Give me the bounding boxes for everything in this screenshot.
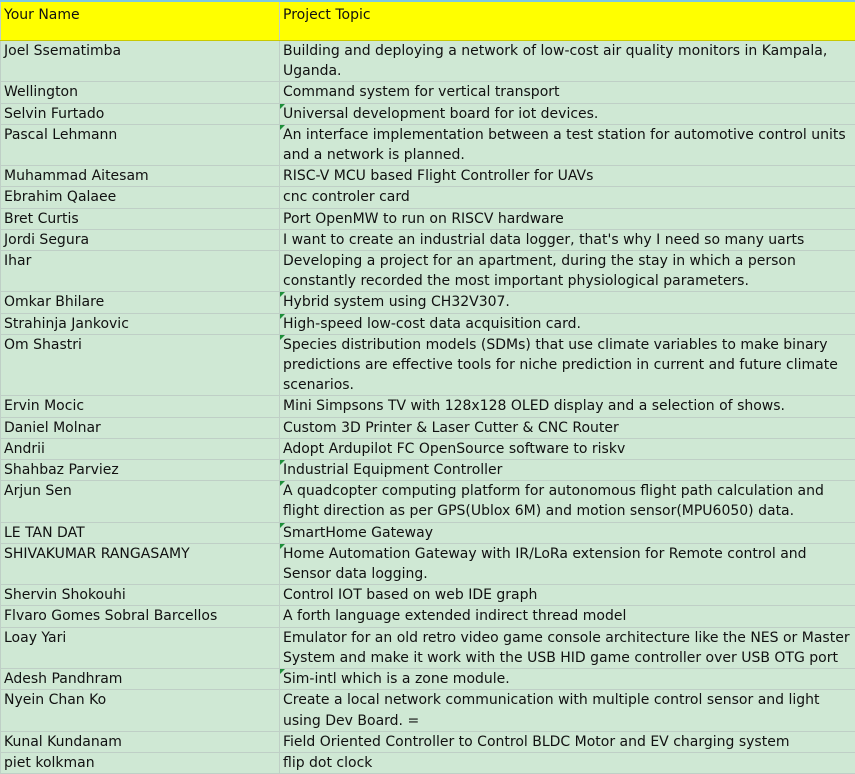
table-row (1, 460, 855, 481)
table-row (1, 208, 855, 229)
name-cell[interactable]: Arjun Sen (1, 481, 280, 522)
name-cell[interactable]: Ervin Mocic (1, 396, 280, 417)
name-cell[interactable]: Shervin Shokouhi (1, 585, 280, 606)
topic-cell[interactable]: SmartHome Gateway (280, 522, 855, 543)
name-cell[interactable]: LE TAN DAT (1, 522, 280, 543)
name-cell[interactable]: Daniel Molnar (1, 417, 280, 438)
topic-cell[interactable]: Industrial Equipment Controller (280, 460, 855, 481)
header-cell-name[interactable]: Your Name (1, 1, 280, 41)
name-cell[interactable]: Pascal Lehmann (1, 124, 280, 165)
name-cell[interactable]: Bret Curtis (1, 208, 280, 229)
topic-cell[interactable]: Create a local network communication with multiple control sensor and light using Dev Board. = (280, 690, 855, 731)
name-cell[interactable]: piet kolkman (1, 752, 280, 773)
topic-cell[interactable]: Species distribution models (SDMs) that use climate variables to make binary predictions are effective tools for niche prediction in current and future climate scenarios. (280, 334, 855, 396)
topic-cell[interactable]: High-speed low-cost data acquisition card. (280, 313, 855, 334)
name-cell[interactable]: Omkar Bhilare (1, 292, 280, 313)
topic-cell[interactable]: Building and deploying a network of low-cost air quality monitors in Kampala, Uganda. (280, 41, 855, 82)
name-cell[interactable]: Loay Yari (1, 627, 280, 668)
table-row (1, 543, 855, 584)
table-row (1, 41, 855, 82)
name-cell[interactable]: Ihar (1, 251, 280, 292)
name-cell[interactable]: Flvaro Gomes Sobral Barcellos (1, 606, 280, 627)
topic-cell[interactable]: A quadcopter computing platform for autonomous flight path calculation and flight direction as per GPS(Ublox 6M) and motion sensor(MPU6050) data. (280, 481, 855, 522)
topic-cell[interactable]: Sim-intl which is a zone module. (280, 669, 855, 690)
name-cell[interactable]: Strahinja Jankovic (1, 313, 280, 334)
topic-cell[interactable]: Emulator for an old retro video game console architecture like the NES or Master System and make it work with the USB HID game controller over USB OTG port (280, 627, 855, 668)
name-cell[interactable]: Om Shastri (1, 334, 280, 396)
table-row (1, 396, 855, 417)
table-row (1, 82, 855, 103)
name-cell[interactable]: Nyein Chan Ko (1, 690, 280, 731)
topic-cell[interactable]: Control IOT based on web IDE graph (280, 585, 855, 606)
table-row (1, 690, 855, 731)
table-row (1, 166, 855, 187)
header-cell-topic[interactable]: Project Topic (280, 1, 855, 41)
name-cell[interactable]: Andrii (1, 438, 280, 459)
table-row (1, 731, 855, 752)
topic-cell[interactable]: flip dot clock (280, 752, 855, 773)
table-row (1, 313, 855, 334)
topic-cell[interactable]: Field Oriented Controller to Control BLDC Motor and EV charging system (280, 731, 855, 752)
name-cell[interactable]: Ebrahim Qalaee (1, 187, 280, 208)
name-cell[interactable]: Muhammad Aitesam (1, 166, 280, 187)
topic-cell[interactable]: Universal development board for iot devices. (280, 103, 855, 124)
table-row (1, 752, 855, 773)
topic-cell[interactable]: Command system for vertical transport (280, 82, 855, 103)
topic-cell[interactable]: Adopt Ardupilot FC OpenSource software to riskv (280, 438, 855, 459)
name-cell[interactable]: SHIVAKUMAR RANGASAMY (1, 543, 280, 584)
name-cell[interactable]: Selvin Furtado (1, 103, 280, 124)
name-cell[interactable]: Wellington (1, 82, 280, 103)
table-row (1, 124, 855, 165)
table-row (1, 292, 855, 313)
table-row (1, 103, 855, 124)
name-cell[interactable]: Adesh Pandhram (1, 669, 280, 690)
table-row (1, 417, 855, 438)
topic-cell[interactable]: Hybrid system using CH32V307. (280, 292, 855, 313)
table-row (1, 438, 855, 459)
name-cell[interactable]: Kunal Kundanam (1, 731, 280, 752)
topic-cell[interactable]: Home Automation Gateway with IR/LoRa extension for Remote control and Sensor data logging. (280, 543, 855, 584)
table-row (1, 627, 855, 668)
topic-cell[interactable]: RISC-V MCU based Flight Controller for UAVs (280, 166, 855, 187)
table-row (1, 334, 855, 396)
topic-cell[interactable]: Developing a project for an apartment, during the stay in which a person constantly recorded the most important physiological parameters. (280, 251, 855, 292)
table-row (1, 187, 855, 208)
topic-cell[interactable]: cnc controler card (280, 187, 855, 208)
name-cell[interactable]: Jordi Segura (1, 229, 280, 250)
table-row (1, 251, 855, 292)
table-row (1, 585, 855, 606)
topic-cell[interactable]: Port OpenMW to run on RISCV hardware (280, 208, 855, 229)
table-row (1, 669, 855, 690)
topic-cell[interactable]: A forth language extended indirect thread model (280, 606, 855, 627)
topic-cell[interactable]: I want to create an industrial data logger, that's why I need so many uarts (280, 229, 855, 250)
table-row (1, 229, 855, 250)
topic-cell[interactable]: Custom 3D Printer & Laser Cutter & CNC Router (280, 417, 855, 438)
header-row (1, 1, 855, 41)
table-row (1, 522, 855, 543)
topic-cell[interactable]: Mini Simpsons TV with 128x128 OLED display and a selection of shows. (280, 396, 855, 417)
table-row (1, 606, 855, 627)
table-row (1, 481, 855, 522)
name-cell[interactable]: Joel Ssematimba (1, 41, 280, 82)
topic-cell[interactable]: An interface implementation between a test station for automotive control units and a network is planned. (280, 124, 855, 165)
name-cell[interactable]: Shahbaz Parviez (1, 460, 280, 481)
